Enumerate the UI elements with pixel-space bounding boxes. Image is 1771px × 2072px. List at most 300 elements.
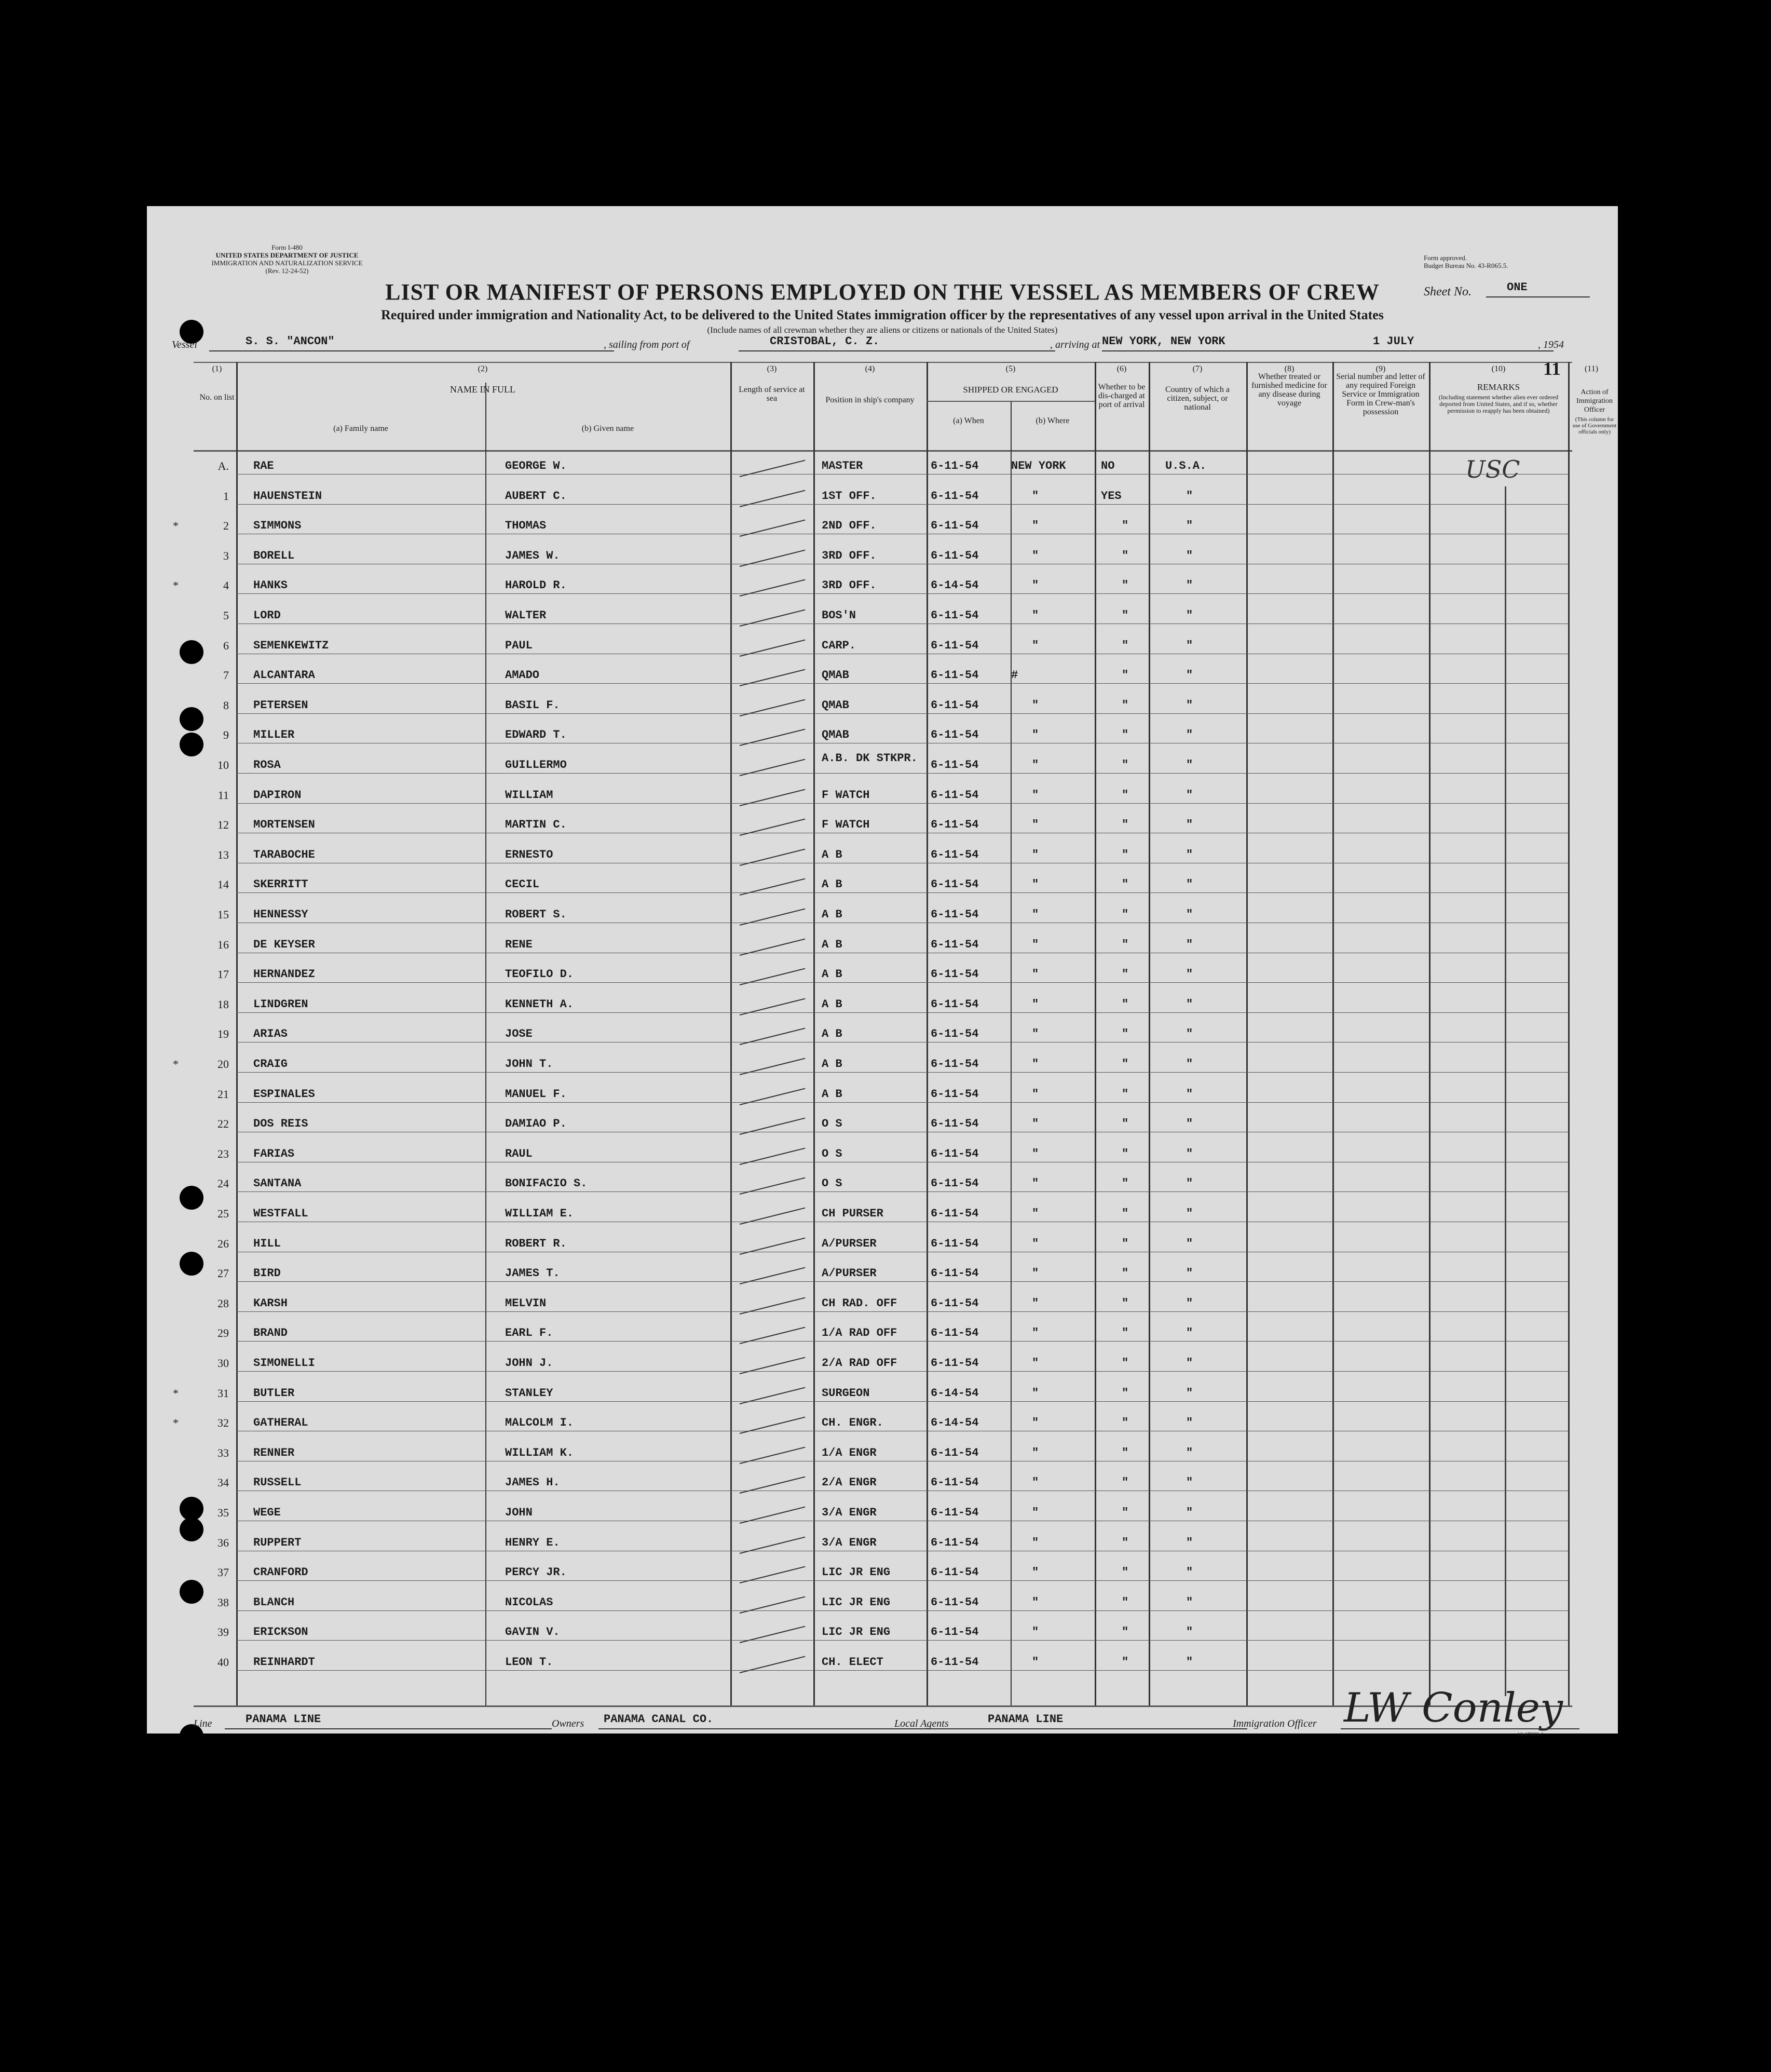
cell-family: ARIAS — [253, 1027, 288, 1041]
cell-given: WILLIAM — [505, 788, 553, 802]
cell-country: " — [1186, 848, 1193, 861]
row-number: 34 — [217, 1476, 229, 1489]
cell-where: " — [1032, 1476, 1039, 1489]
cell-family: ESPINALES — [253, 1087, 315, 1101]
sailing-port-label: , sailing from port of — [604, 339, 690, 350]
cell-given: BASIL F. — [505, 698, 560, 712]
cell-position: QMAB — [822, 698, 849, 712]
row-number: 40 — [217, 1656, 229, 1669]
cell-position: LIC JR ENG — [822, 1566, 891, 1579]
cell-where: " — [1032, 1506, 1039, 1519]
cell-given: JAMES T. — [505, 1267, 560, 1280]
cell-country: " — [1186, 1058, 1193, 1071]
cell-position: A B — [822, 878, 842, 891]
cell-discharged: " — [1122, 669, 1129, 682]
cell-family: DOS REIS — [253, 1117, 308, 1131]
cell-when: 6-11-54 — [931, 1446, 979, 1459]
cell-where: " — [1032, 728, 1039, 742]
cell-where: " — [1032, 1326, 1039, 1340]
punch-hole — [180, 707, 203, 731]
row-rule — [236, 1401, 1568, 1402]
cell-family: HILL — [253, 1237, 281, 1250]
cell-discharged: " — [1122, 1446, 1129, 1459]
col-head-discharged: Whether to be dis-charged at port of arrival — [1098, 383, 1146, 409]
cell-position: F WATCH — [822, 788, 870, 802]
cell-discharged: " — [1122, 878, 1129, 891]
cell-country: " — [1186, 1476, 1193, 1489]
cell-when: 6-11-54 — [931, 669, 979, 682]
cell-where: " — [1032, 1446, 1039, 1459]
row-rule — [236, 892, 1568, 893]
cell-discharged: " — [1122, 549, 1129, 562]
cell-when: 6-14-54 — [931, 579, 979, 592]
cell-position: 2ND OFF. — [822, 519, 877, 533]
cell-where: " — [1032, 519, 1039, 533]
cell-discharged: " — [1122, 1506, 1129, 1519]
column-11-vertical-mark — [1505, 486, 1506, 1696]
cell-position: SURGEON — [822, 1386, 870, 1400]
cell-family: KARSH — [253, 1296, 288, 1310]
col-num-3: (3) — [767, 364, 777, 373]
cell-given: WILLIAM K. — [505, 1446, 574, 1459]
cell-discharged: " — [1122, 698, 1129, 712]
row-number: 31 — [217, 1386, 229, 1400]
cell-when: 6-11-54 — [931, 1147, 979, 1160]
cell-where: " — [1032, 1027, 1039, 1041]
cell-family: GATHERAL — [253, 1416, 308, 1430]
cell-given: ROBERT R. — [505, 1237, 567, 1250]
agents-label: Local Agents — [894, 1718, 949, 1729]
cell-family: RUPPERT — [253, 1536, 302, 1549]
cell-given: TEOFILO D. — [505, 968, 574, 981]
cell-when: 6-11-54 — [931, 1267, 979, 1280]
cell-country: " — [1186, 489, 1193, 503]
col-head-name: NAME IN FULL — [450, 384, 515, 395]
punch-hole — [180, 1518, 203, 1541]
cell-discharged: " — [1122, 609, 1129, 622]
cell-country: " — [1186, 1446, 1193, 1459]
cell-when: 6-11-54 — [931, 848, 979, 861]
cell-position: QMAB — [822, 728, 849, 742]
cell-when: 6-11-54 — [931, 1595, 979, 1609]
punch-hole — [180, 1252, 203, 1276]
row-number: 15 — [217, 908, 229, 921]
cell-position: CH PURSER — [822, 1207, 883, 1220]
row-number: 27 — [217, 1267, 229, 1280]
cell-family: WEGE — [253, 1506, 281, 1519]
cell-position: A B — [822, 908, 842, 921]
cell-when: 6-11-54 — [931, 818, 979, 832]
cell-when: 6-11-54 — [931, 1296, 979, 1310]
col-head-service-length: Length of service at sea — [739, 385, 805, 403]
row-rule — [236, 593, 1568, 594]
cell-country: " — [1186, 609, 1193, 622]
cell-when: 6-11-54 — [931, 1117, 979, 1131]
col-head-given-name: (b) Given name — [581, 424, 634, 433]
row-rule — [236, 1191, 1568, 1192]
subtitle: Required under immigration and Nationality Act, to be delivered to the United States immigration officer by the representatives of any vessel upon arrival in the United States — [381, 307, 1384, 322]
cell-given: MELVIN — [505, 1296, 547, 1310]
cell-when: 6-11-54 — [931, 549, 979, 562]
cell-family: HENNESSY — [253, 908, 308, 921]
row-rule — [236, 1371, 1568, 1372]
cell-position: 2/A ENGR — [822, 1476, 877, 1489]
cell-country: " — [1186, 1536, 1193, 1549]
cell-country: " — [1186, 579, 1193, 592]
cell-country: " — [1186, 1087, 1193, 1101]
cell-discharged: " — [1122, 788, 1129, 802]
officer-signature: LW Conley — [1344, 1685, 1563, 1731]
cell-position: 3/A ENGR — [822, 1536, 877, 1549]
cell-given: WILLIAM E. — [505, 1207, 574, 1220]
cell-given: RENE — [505, 938, 533, 951]
punch-hole — [180, 1580, 203, 1604]
cell-when: 6-11-54 — [931, 1566, 979, 1579]
cell-discharged: " — [1122, 1147, 1129, 1160]
row-rule — [236, 1341, 1568, 1342]
row-rule — [236, 1580, 1568, 1581]
cell-given: KENNETH A. — [505, 997, 574, 1011]
cell-where: " — [1032, 1177, 1039, 1190]
col-num-2: (2) — [478, 364, 488, 373]
row-number: 37 — [217, 1566, 229, 1579]
row-asterisk: * — [173, 1058, 179, 1071]
cell-given: AUBERT C. — [505, 489, 567, 503]
cell-country: " — [1186, 1027, 1193, 1041]
cell-where: " — [1032, 1296, 1039, 1310]
cell-when: 6-11-54 — [931, 1027, 979, 1041]
cell-when: 6-11-54 — [931, 519, 979, 533]
cell-when: 6-11-54 — [931, 908, 979, 921]
cell-given: NICOLAS — [505, 1595, 553, 1609]
cell-family: CRAIG — [253, 1058, 288, 1071]
cell-discharged: " — [1122, 519, 1129, 533]
agents-value: PANAMA LINE — [988, 1713, 1064, 1726]
cell-when: 6-11-54 — [931, 609, 979, 622]
row-number: 10 — [217, 759, 229, 771]
row-number: 38 — [217, 1595, 229, 1609]
cell-discharged: " — [1122, 1207, 1129, 1220]
cell-given: CECIL — [505, 878, 540, 891]
cell-country: " — [1186, 938, 1193, 951]
col-num-1: (1) — [212, 364, 222, 373]
cell-family: SANTANA — [253, 1177, 302, 1190]
cell-when: 6-14-54 — [931, 1386, 979, 1400]
cell-when: 6-11-54 — [931, 1087, 979, 1101]
cell-discharged: " — [1122, 1536, 1129, 1549]
cell-when: 6-11-54 — [931, 1656, 979, 1669]
cell-family: BUTLER — [253, 1386, 295, 1400]
cell-when: 6-11-54 — [931, 1207, 979, 1220]
budget-bureau-number: Budget Bureau No. 43-R065.5. — [1424, 262, 1508, 269]
cell-discharged: " — [1122, 579, 1129, 592]
punch-hole — [180, 1186, 203, 1210]
cell-when: 6-11-54 — [931, 1357, 979, 1370]
cell-position: LIC JR ENG — [822, 1595, 891, 1609]
cell-when: 6-11-54 — [931, 1626, 979, 1639]
cell-where: " — [1032, 1357, 1039, 1370]
cell-discharged: " — [1122, 938, 1129, 951]
cell-where: " — [1032, 1536, 1039, 1549]
cell-discharged: " — [1122, 1326, 1129, 1340]
cell-family: BLANCH — [253, 1595, 295, 1609]
cell-when: 6-11-54 — [931, 938, 979, 951]
cell-when: 6-11-54 — [931, 1506, 979, 1519]
cell-country: " — [1186, 1506, 1193, 1519]
cell-where: " — [1032, 489, 1039, 503]
cell-when: 6-11-54 — [931, 1237, 979, 1250]
cell-discharged: " — [1122, 968, 1129, 981]
service-name: IMMIGRATION AND NATURALIZATION SERVICE — [211, 259, 363, 267]
cell-country: " — [1186, 997, 1193, 1011]
cell-discharged: " — [1122, 759, 1129, 771]
cell-given: HENRY E. — [505, 1536, 560, 1549]
row-rule — [236, 1012, 1568, 1013]
cell-family: SKERRITT — [253, 878, 308, 891]
cell-family: ALCANTARA — [253, 669, 315, 682]
cell-family: DAPIRON — [253, 788, 302, 802]
cell-country: " — [1186, 908, 1193, 921]
cell-where: " — [1032, 1656, 1039, 1669]
cell-given: AMADO — [505, 669, 540, 682]
row-rule — [236, 982, 1568, 983]
cell-discharged: " — [1122, 848, 1129, 861]
cell-where: " — [1032, 1386, 1039, 1400]
cell-family: ERICKSON — [253, 1626, 308, 1639]
cell-where: " — [1032, 639, 1039, 652]
row-rule — [236, 1102, 1568, 1103]
col-num-7: (7) — [1192, 364, 1203, 373]
row-number: 39 — [217, 1626, 229, 1639]
cell-discharged: " — [1122, 1626, 1129, 1639]
cell-where: " — [1032, 968, 1039, 981]
cell-position: O S — [822, 1147, 842, 1160]
cell-family: BRAND — [253, 1326, 288, 1340]
cell-family: LINDGREN — [253, 997, 308, 1011]
cell-position: LIC JR ENG — [822, 1626, 891, 1639]
cell-family: SIMONELLI — [253, 1357, 315, 1370]
row-rule — [236, 773, 1568, 774]
row-rule — [236, 1311, 1568, 1312]
cell-position: O S — [822, 1177, 842, 1190]
cell-when: 6-11-54 — [931, 878, 979, 891]
cell-discharged: " — [1122, 1416, 1129, 1430]
cell-where: " — [1032, 908, 1039, 921]
cell-position: A.B. DK STKPR. — [822, 752, 918, 765]
row-number: 25 — [217, 1207, 229, 1220]
col-num-5: (5) — [1005, 364, 1016, 373]
cell-family: HANKS — [253, 579, 288, 592]
cell-country: " — [1186, 759, 1193, 771]
col-head-list-no: No. on list — [199, 393, 235, 402]
row-number: 17 — [217, 968, 229, 981]
cell-family: LORD — [253, 609, 281, 622]
cell-when: 6-11-54 — [931, 788, 979, 802]
punch-hole — [180, 733, 203, 756]
col-head-where: (b) Where — [1036, 416, 1070, 425]
row-number: A. — [217, 459, 229, 472]
cell-when: 6-11-54 — [931, 728, 979, 742]
row-number: 23 — [217, 1147, 229, 1160]
cell-given: DAMIAO P. — [505, 1117, 567, 1131]
cell-position: A B — [822, 997, 842, 1011]
col-head-remarks: REMARKS — [1477, 382, 1520, 392]
row-asterisk: * — [173, 1416, 179, 1430]
cell-family: ROSA — [253, 759, 281, 771]
cell-position: A B — [822, 1027, 842, 1041]
cell-where: " — [1032, 549, 1039, 562]
cell-position: A/PURSER — [822, 1237, 877, 1250]
cell-family: DE KEYSER — [253, 938, 315, 951]
form-revision: (Rev. 12-24-52) — [265, 267, 309, 275]
cell-given: BONIFACIO S. — [505, 1177, 588, 1190]
cell-given: LEON T. — [505, 1656, 553, 1669]
cell-country: " — [1186, 968, 1193, 981]
row-number: 19 — [217, 1027, 229, 1041]
row-number: 9 — [223, 728, 229, 742]
owners-label: Owners — [552, 1718, 584, 1729]
row-number: 1 — [223, 489, 229, 503]
col-head-medicine: Whether treated or furnished medicine for any disease during voyage — [1251, 372, 1327, 408]
manifest-sheet — [147, 206, 1618, 1738]
row-asterisk: * — [173, 579, 179, 592]
cell-discharged: " — [1122, 639, 1129, 652]
cell-where: " — [1032, 579, 1039, 592]
cell-discharged: " — [1122, 1087, 1129, 1101]
col-num-10: (10) — [1491, 364, 1506, 373]
cell-given: PAUL — [505, 639, 533, 652]
row-rule — [236, 1640, 1568, 1641]
cell-given: MANUEL F. — [505, 1087, 567, 1101]
cell-given: EARL F. — [505, 1326, 553, 1340]
cell-when: 6-11-54 — [931, 1177, 979, 1190]
cell-where: " — [1032, 848, 1039, 861]
print-code: 16-67839-1 — [1517, 1731, 1544, 1738]
row-rule — [236, 713, 1568, 714]
punch-hole — [180, 640, 203, 664]
cell-position: A B — [822, 848, 842, 861]
cell-family: REINHARDT — [253, 1656, 315, 1669]
cell-discharged: " — [1122, 1058, 1129, 1071]
col-num-8: (8) — [1284, 364, 1295, 373]
col-head-shipped: SHIPPED OR ENGAGED — [963, 385, 1058, 395]
cell-position: CARP. — [822, 639, 856, 652]
cell-country: U.S.A. — [1165, 459, 1207, 472]
cell-family: WESTFALL — [253, 1207, 308, 1220]
cell-family: HAUENSTEIN — [253, 489, 322, 503]
cell-country: " — [1186, 1267, 1193, 1280]
cell-position: 1/A RAD OFF — [822, 1326, 897, 1340]
cell-where: " — [1032, 1117, 1039, 1131]
cell-country: " — [1186, 1207, 1193, 1220]
row-rule — [236, 683, 1568, 684]
row-number: 33 — [217, 1446, 229, 1459]
row-asterisk: * — [173, 519, 179, 533]
cell-where: " — [1032, 818, 1039, 832]
row-number: 4 — [223, 579, 229, 592]
cell-where: " — [1032, 1237, 1039, 1250]
cell-position: CH RAD. OFF — [822, 1296, 897, 1310]
cell-given: JAMES H. — [505, 1476, 560, 1489]
cell-family: RUSSELL — [253, 1476, 302, 1489]
cell-position: A/PURSER — [822, 1267, 877, 1280]
cell-discharged: " — [1122, 1656, 1129, 1669]
row-number: 2 — [223, 519, 229, 533]
cell-position: QMAB — [822, 669, 849, 682]
cell-given: JOSE — [505, 1027, 533, 1041]
row-number: 20 — [217, 1058, 229, 1071]
cell-where: " — [1032, 1626, 1039, 1639]
cell-position: A B — [822, 938, 842, 951]
cell-position: 3RD OFF. — [822, 549, 877, 562]
cell-discharged: YES — [1101, 489, 1122, 503]
cell-when: 6-11-54 — [931, 759, 979, 771]
cell-given: ERNESTO — [505, 848, 553, 861]
row-number: 28 — [217, 1296, 229, 1310]
cell-discharged: " — [1122, 1177, 1129, 1190]
col-num-9: (9) — [1375, 364, 1386, 373]
cell-family: CRANFORD — [253, 1566, 308, 1579]
cell-when: 6-11-54 — [931, 698, 979, 712]
cell-country: " — [1186, 1656, 1193, 1669]
arriving-port: NEW YORK, NEW YORK — [1102, 335, 1225, 348]
col-head-action-note: (This column for use of Government officials only) — [1572, 416, 1617, 435]
cell-position: A B — [822, 968, 842, 981]
cell-where: " — [1032, 878, 1039, 891]
cell-position: 3RD OFF. — [822, 579, 877, 592]
row-number: 11 — [217, 788, 229, 802]
cell-family: PETERSEN — [253, 698, 308, 712]
row-number: 36 — [217, 1536, 229, 1549]
row-number: 6 — [223, 639, 229, 652]
row-number: 7 — [223, 669, 229, 682]
form-approved: Form approved. — [1424, 254, 1467, 262]
cell-when: 6-11-54 — [931, 1476, 979, 1489]
row-number: 30 — [217, 1357, 229, 1370]
cell-when: 6-11-54 — [931, 1536, 979, 1549]
row-rule — [236, 1281, 1568, 1282]
cell-discharged: " — [1122, 1357, 1129, 1370]
cell-country: " — [1186, 878, 1193, 891]
cell-discharged: " — [1122, 1595, 1129, 1609]
row-rule — [236, 474, 1568, 475]
cell-country: " — [1186, 1326, 1193, 1340]
cell-country: " — [1186, 669, 1193, 682]
col-head-action: Action of Immigration Officer — [1576, 388, 1613, 414]
cell-position: F WATCH — [822, 818, 870, 832]
cell-position: A B — [822, 1058, 842, 1071]
cell-given: GEORGE W. — [505, 459, 567, 472]
cell-when: 6-11-54 — [931, 968, 979, 981]
cell-family: RENNER — [253, 1446, 295, 1459]
cell-family: FARIAS — [253, 1147, 295, 1160]
cell-discharged: " — [1122, 818, 1129, 832]
cell-family: SEMENKEWITZ — [253, 639, 329, 652]
cell-where: " — [1032, 997, 1039, 1011]
cell-where: " — [1032, 938, 1039, 951]
cell-country: " — [1186, 549, 1193, 562]
cell-given: EDWARD T. — [505, 728, 567, 742]
cell-position: A B — [822, 1087, 842, 1101]
arrival-date: 1 JULY — [1373, 335, 1414, 348]
cell-position: 3/A ENGR — [822, 1506, 877, 1519]
cell-where: " — [1032, 1207, 1039, 1220]
cell-country: " — [1186, 728, 1193, 742]
department-name: UNITED STATES DEPARTMENT OF JUSTICE — [215, 251, 359, 259]
cell-where: " — [1032, 788, 1039, 802]
row-number: 5 — [223, 609, 229, 622]
cell-country: " — [1186, 1296, 1193, 1310]
